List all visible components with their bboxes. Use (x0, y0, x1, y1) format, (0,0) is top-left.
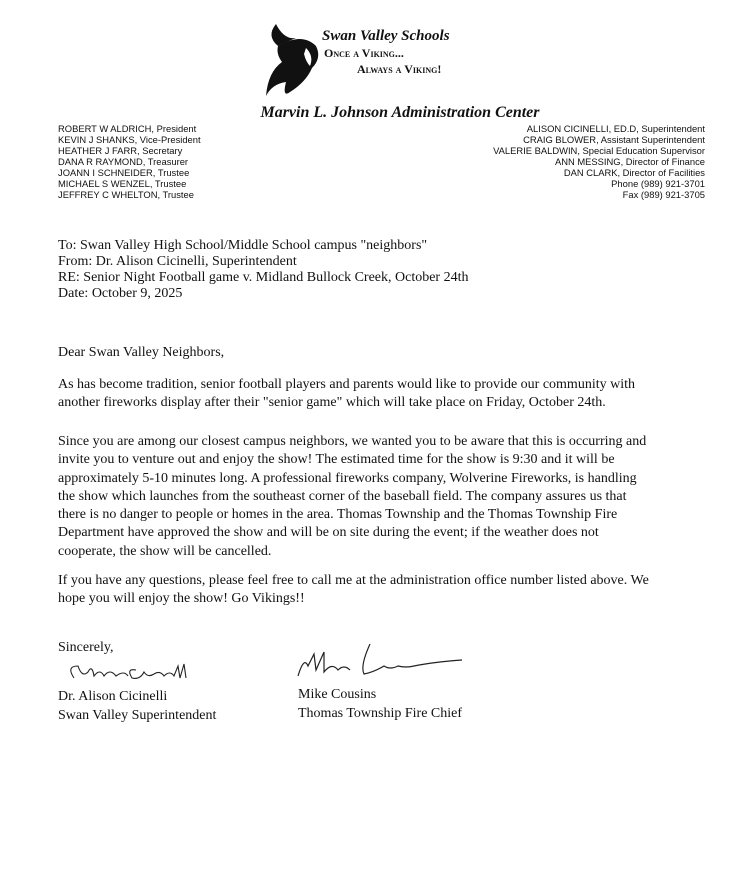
viking-head-icon (262, 22, 324, 100)
admin-member: DAN CLARK, Director of Facilities (563, 167, 705, 178)
administration-list (493, 123, 705, 200)
admin-member: VALERIE BALDWIN, Special Education Supervisor (493, 145, 705, 156)
salutation: Dear Swan Valley Neighbors, (58, 345, 225, 360)
memo-header (58, 238, 468, 302)
paragraph-line: hope you will enjoy the show! Go Vikings!! (58, 591, 305, 607)
signer-name: Dr. Alison Cicinelli (58, 689, 168, 704)
handwritten-signature (294, 636, 474, 684)
memo-to: To: Swan Valley High School/Middle School campus "neighbors" (58, 238, 428, 253)
paragraph-line: Department have approved the show and will be on site during the event; if the weather does not (58, 525, 599, 541)
board-list (58, 123, 201, 200)
paragraph-line: there is no danger to people or homes in the area. Thomas Township and the Thomas Township Fire (58, 507, 618, 523)
board-member: JOANN I SCHNEIDER, Trustee (58, 167, 190, 178)
letterhead-logo (262, 22, 477, 100)
paragraph-line: Since you are among our closest campus neighbors, we wanted you to be aware that this is occurring and (58, 434, 647, 449)
memo-from: From: Dr. Alison Cicinelli, Superintendent (58, 254, 297, 269)
board-member: DANA R RAYMOND, Treasurer (58, 156, 189, 167)
closing: Sincerely, (58, 640, 114, 655)
paragraph-3 (58, 572, 649, 609)
paragraph-1 (58, 376, 635, 413)
admin-member: ALISON CICINELLI, ED.D, Superintendent (526, 123, 705, 134)
board-member: HEATHER J FARR, Secretary (58, 145, 183, 156)
board-member: ROBERT W ALDRICH, President (58, 123, 197, 134)
signature-block-fire-chief (298, 640, 474, 722)
paragraph-line: another fireworks display after their "senior game" which will take place on Friday, October 24th. (58, 395, 606, 411)
signature-block-superintendent (58, 640, 216, 724)
fax-number: Fax (989) 921-3705 (622, 189, 705, 200)
memo-re: RE: Senior Night Football game v. Midland Bullock Creek, October 24th (58, 270, 469, 285)
signer-title: Thomas Township Fire Chief (298, 706, 463, 721)
board-member: MICHAEL S WENZEL, Trustee (58, 178, 187, 189)
paragraph-line: approximately 5-10 minutes long. A professional fireworks company, Wolverine Fireworks, is handling (58, 470, 637, 486)
signer-name: Mike Cousins (298, 687, 377, 702)
administration-center-title: Marvin L. Johnson Administration Center (260, 104, 540, 121)
school-name: Swan Valley Schools (322, 28, 450, 44)
paragraph-line: invite you to venture out and enjoy the show! The estimated time for the show is 9:30 and it will be (58, 452, 615, 468)
admin-member: ANN MESSING, Director of Finance (554, 156, 705, 167)
paragraph-2 (58, 433, 646, 561)
paragraph-line: cooperate, the show will be cancelled. (58, 543, 272, 559)
board-member: KEVIN J SHANKS, Vice-President (58, 134, 201, 145)
phone-number: Phone (989) 921-3701 (611, 178, 705, 189)
handwritten-signature (64, 658, 214, 686)
motto-line-2: Always a Viking! (357, 62, 442, 76)
paragraph-line: As has become tradition, senior football players and parents would like to provide our community with (58, 377, 635, 392)
memo-date: Date: October 9, 2025 (58, 286, 183, 301)
motto-line-1: Once a Viking... (324, 46, 404, 60)
board-member: JEFFREY C WHELTON, Trustee (58, 189, 194, 200)
signer-title: Swan Valley Superintendent (58, 708, 217, 723)
paragraph-line: If you have any questions, please feel free to call me at the administration office number listed above. We (58, 573, 649, 588)
paragraph-line: the show which launches from the southeast corner of the baseball field. The company assures us that (58, 488, 627, 504)
admin-member: CRAIG BLOWER, Assistant Superintendent (523, 134, 705, 145)
